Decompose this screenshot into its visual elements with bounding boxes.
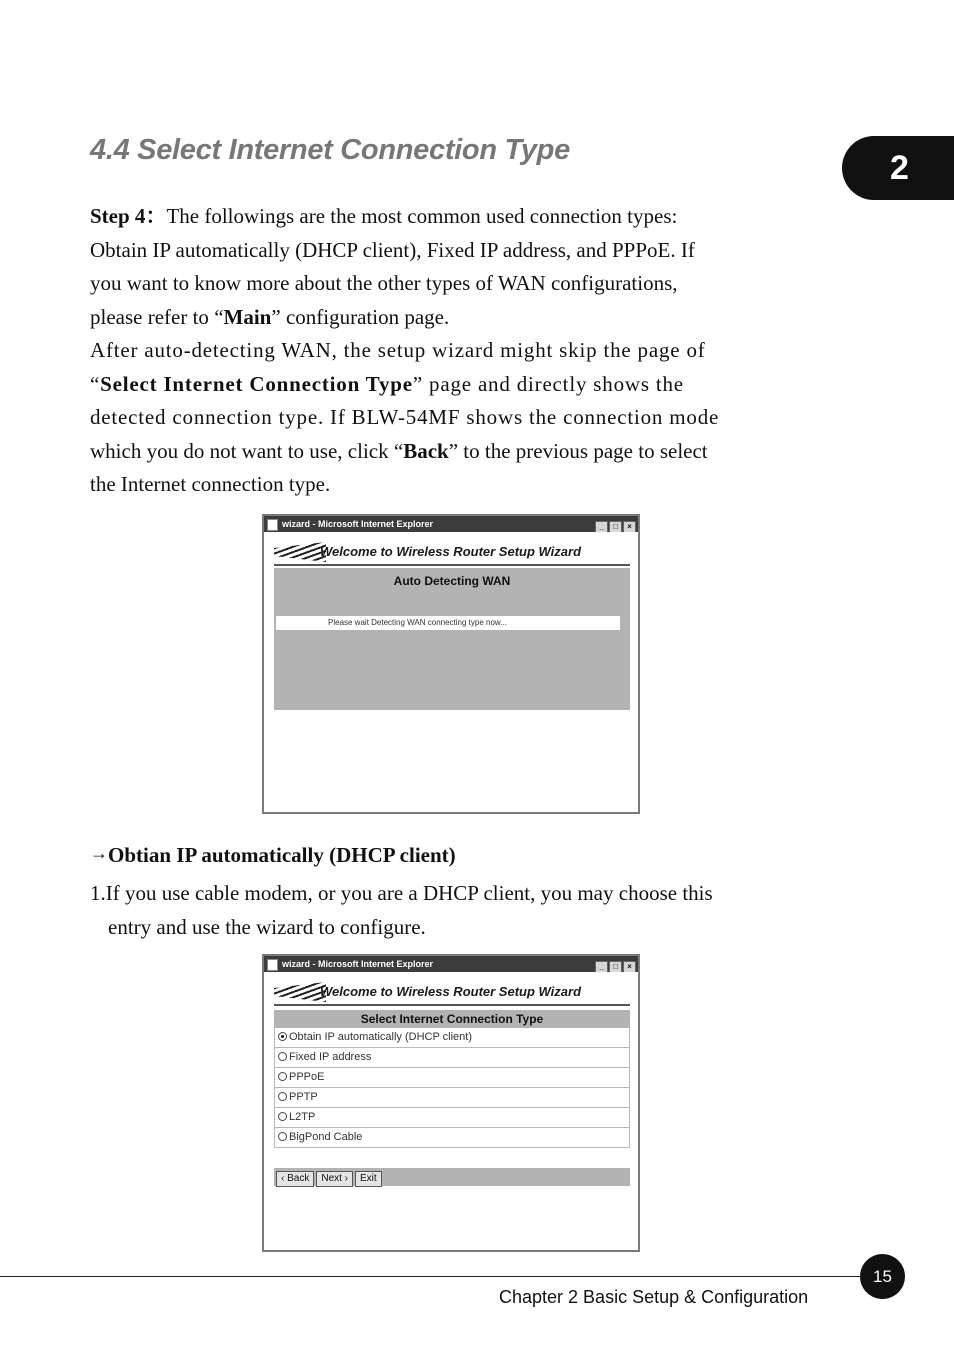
auto-detect-screenshot [262, 514, 640, 814]
radio-dhcp [278, 1032, 287, 1041]
option-label: Fixed IP address [289, 1051, 372, 1063]
chapter-tab: 2 [842, 136, 954, 200]
step-separator: ： [145, 204, 167, 228]
radio-bigpond [278, 1132, 287, 1141]
detect-status-text: Please wait Detecting WAN connecting type now... [276, 616, 620, 630]
minimize-icon: _ [595, 521, 608, 533]
window-title: wizard - Microsoft Internet Explorer [282, 959, 434, 969]
option-l2tp [274, 1108, 630, 1128]
para2-line3: detected connection type. If BLW-54MF shows the connection mode [90, 405, 720, 430]
window-client-area [264, 972, 638, 1250]
dhcp-list-item [90, 876, 815, 944]
page-number: 15 [860, 1254, 905, 1299]
quote-open: “ [214, 304, 224, 329]
window-title-bar [264, 516, 638, 532]
ie-document-icon [267, 959, 278, 971]
select-page-reference: Select Internet Connection Type [100, 371, 413, 396]
quote-close: ” [448, 438, 459, 463]
para2-line4-post: to the previous page to select [458, 438, 708, 463]
quote-close: ” [271, 304, 281, 329]
detect-panel [274, 568, 630, 710]
maximize-icon: □ [609, 521, 622, 533]
radio-fixed-ip [278, 1052, 287, 1061]
close-icon: × [623, 961, 636, 973]
wizard-title: Welcome to Wireless Router Setup Wizard [320, 984, 582, 999]
ie-document-icon [267, 519, 278, 531]
para1-line3: you want to know more about the other types of WAN configurations, [90, 271, 678, 296]
option-label: Obtain IP automatically (DHCP client) [289, 1031, 472, 1043]
quote-close: ” [412, 371, 423, 396]
wizard-button-bar [274, 1168, 630, 1186]
back-button: ‹ Back [276, 1171, 314, 1187]
radio-pppoe [278, 1072, 287, 1081]
wizard-banner [274, 540, 630, 566]
option-dhcp [274, 1028, 630, 1048]
window-title: wizard - Microsoft Internet Explorer [282, 519, 434, 529]
option-label: PPPoE [289, 1071, 325, 1083]
para1-line4-post: configuration page. [280, 304, 450, 329]
sub-heading-text: Obtian IP automatically (DHCP client) [108, 843, 456, 867]
wizard-banner [274, 980, 630, 1006]
quote-open: “ [393, 438, 404, 463]
option-pppoe [274, 1068, 630, 1088]
option-bigpond [274, 1128, 630, 1148]
minimize-icon: _ [595, 961, 608, 973]
swoosh-logo-icon [274, 542, 326, 562]
option-label: BigPond Cable [289, 1131, 363, 1143]
footer-rule [0, 1276, 868, 1277]
connection-type-screenshot [262, 954, 640, 1252]
option-fixed-ip [274, 1048, 630, 1068]
back-button-reference: Back [403, 438, 449, 463]
window-title-bar [264, 956, 638, 972]
next-button: Next › [316, 1171, 353, 1187]
list-item-line1: 1.If you use cable modem, or you are a DHCP client, you may choose this [90, 881, 713, 905]
exit-button: Exit [355, 1171, 382, 1187]
close-icon: × [623, 521, 636, 533]
window-client-area [264, 532, 638, 812]
connection-type-options [274, 1028, 630, 1148]
para1-line4-pre: please refer to [90, 304, 215, 329]
panel-title: Select Internet Connection Type [274, 1010, 630, 1028]
list-item-line2: entry and use the wizard to configure. [108, 915, 426, 939]
wizard-title: Welcome to Wireless Router Setup Wizard [320, 544, 582, 559]
running-footer: Chapter 2 Basic Setup & Configuration [499, 1287, 809, 1307]
arrow-icon: → [90, 843, 108, 863]
option-label: PPTP [289, 1091, 318, 1103]
swoosh-logo-icon [274, 982, 326, 1002]
para1-line2: Obtain IP automatically (DHCP client), Fixed IP address, and PPPoE. If [90, 237, 695, 262]
quote-open: “ [90, 371, 101, 396]
panel-title: Auto Detecting WAN [393, 574, 511, 588]
maximize-icon: □ [609, 961, 622, 973]
main-page-reference: Main [223, 304, 272, 329]
radio-l2tp [278, 1112, 287, 1121]
option-pptp [274, 1088, 630, 1108]
dhcp-sub-heading [90, 840, 456, 871]
para2-line2-post: page and directly shows the [423, 371, 684, 396]
para2-line5: the Internet connection type. [90, 472, 331, 497]
para2-line1: After auto-detecting WAN, the setup wizard might skip the page of [90, 338, 706, 362]
para2-line4-pre: which you do not want to use, click [90, 438, 394, 463]
radio-pptp [278, 1092, 287, 1101]
option-label: L2TP [289, 1111, 316, 1123]
intro-paragraph [90, 200, 815, 334]
auto-detect-paragraph [90, 334, 815, 502]
para1-line1: The followings are the most common used connection types: [166, 204, 678, 228]
section-heading: 4.4 Select Internet Connection Type [90, 134, 570, 166]
step-label: Step 4 [90, 204, 146, 228]
